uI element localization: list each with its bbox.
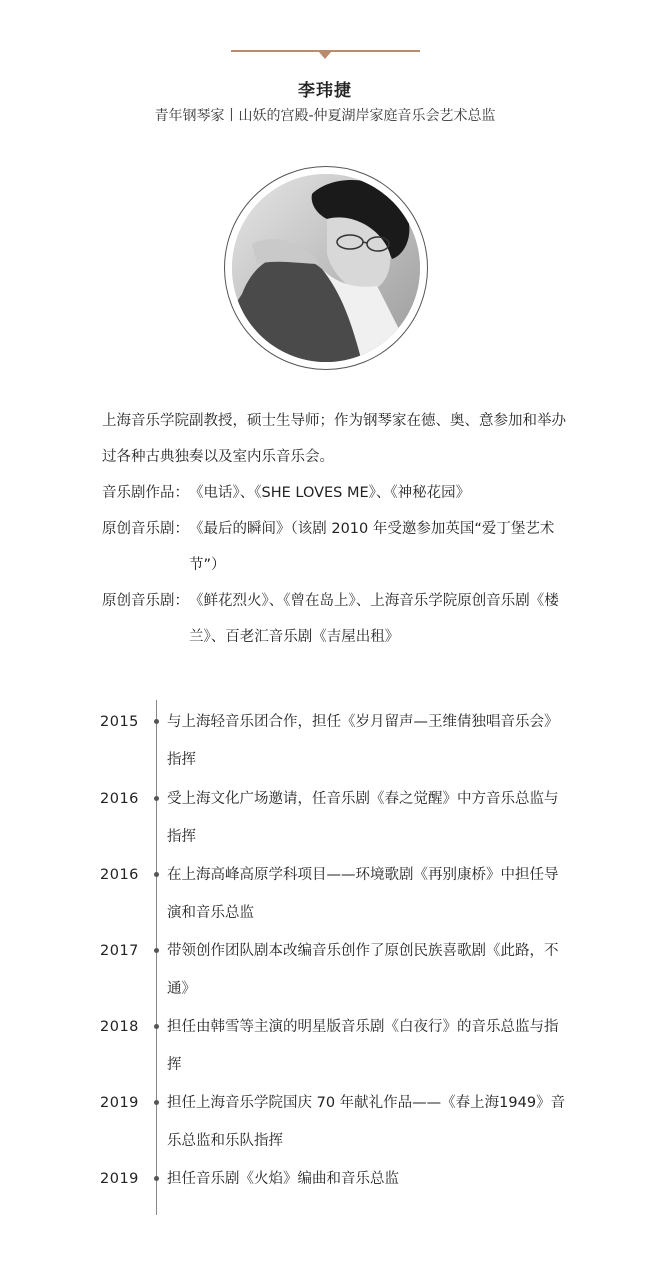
timeline-year: 2019 — [100, 1171, 139, 1187]
timeline-text: 担任由韩雪等主演的明星版音乐剧《白夜行》的音乐总监与指挥 — [167, 1019, 559, 1073]
biography — [102, 403, 572, 655]
timeline-text: 受上海文化广场邀请，任音乐剧《春之觉醒》中方音乐总监与指挥 — [167, 791, 559, 845]
timeline-text: 担任音乐剧《火焰》编曲和音乐总监 — [167, 1171, 399, 1187]
timeline-text: 担任上海音乐学院国庆 70 年献礼作品——《春上海1949》音乐总监和乐队指挥 — [167, 1095, 566, 1149]
works-value: 《电话》、《SHE LOVES ME》、《神秘花园》 — [189, 485, 471, 501]
timeline-text: 在上海高峰高原学科项目——环境歌剧《再别康桥》中担任导演和音乐总监 — [167, 867, 559, 921]
bullet-dot-icon — [154, 872, 159, 877]
works-value: 《鲜花烈火》、《曾在岛上》、上海音乐学院原创音乐剧《楼兰》、百老汇音乐剧《吉屋出租》 — [189, 593, 559, 645]
person-name: 李玮捷 — [298, 81, 352, 101]
bullet-dot-icon — [154, 1100, 159, 1105]
bullet-dot-icon — [154, 948, 159, 953]
bullet-dot-icon — [154, 719, 159, 724]
bullet-dot-icon — [154, 1176, 159, 1181]
works-value: 《最后的瞬间》（该剧 2010 年受邀参加英国“爱丁堡艺术节”） — [189, 521, 555, 573]
works-label: 原创音乐剧： — [102, 521, 189, 537]
timeline-year: 2016 — [100, 867, 139, 883]
timeline-year: 2018 — [100, 1019, 139, 1035]
timeline-year: 2015 — [100, 714, 139, 730]
works-item — [102, 511, 572, 583]
timeline-year: 2016 — [100, 791, 139, 807]
portrait-image — [232, 174, 420, 362]
bullet-dot-icon — [154, 1024, 159, 1029]
timeline-year: 2019 — [100, 1095, 139, 1111]
works-label: 音乐剧作品： — [102, 485, 189, 501]
works-item — [102, 583, 572, 655]
person-subtitle: 青年钢琴家丨山妖的宫殿-仲夏湖岸家庭音乐会艺术总监 — [154, 108, 496, 124]
bullet-dot-icon — [154, 796, 159, 801]
bio-intro: 上海音乐学院副教授，硕士生导师；作为钢琴家在德、奥、意参加和举办过各种古典独奏以及室内乐音乐会。 — [102, 413, 566, 465]
timeline-text: 带领创作团队剧本改编音乐创作了原创民族喜歌剧《此路，不通》 — [167, 943, 559, 997]
divider-triangle-icon — [319, 52, 331, 59]
timeline-text: 与上海轻音乐团合作，担任《岁月留声—王维倩独唱音乐会》指挥 — [167, 714, 559, 768]
avatar — [232, 174, 420, 362]
timeline-axis — [156, 700, 157, 1215]
works-label: 原创音乐剧： — [102, 593, 189, 609]
timeline-year: 2017 — [100, 943, 139, 959]
works-item — [102, 475, 572, 511]
